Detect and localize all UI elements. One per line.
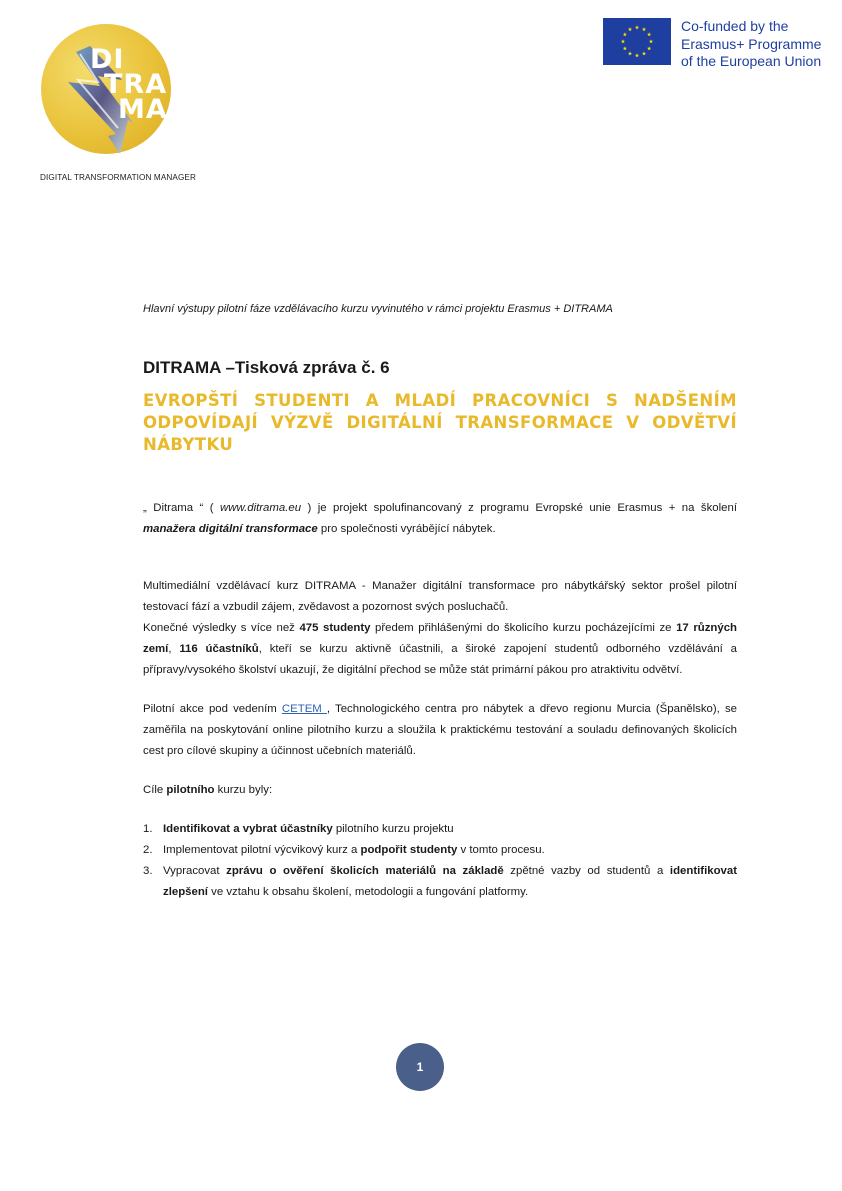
goals-intro-paragraph — [143, 780, 737, 801]
list-item-number: 3. — [143, 865, 153, 877]
eu-cofunded-emblem — [603, 18, 835, 70]
list-item-bold: zprávu o ověření školicích materiálů na základě — [226, 865, 504, 877]
list-item-bold: podpořit studenty — [360, 844, 458, 856]
intro-text-e: pro společnosti vyrábějící nábytek. — [317, 523, 496, 535]
logo-text-di: DI — [90, 44, 125, 75]
press-release-headline: EVROPŠTÍ STUDENTI A MLADÍ PRACOVNÍCI S NADŠENÍM ODPOVÍDAJÍ VÝZVĚ DIGITÁLNÍ TRANSFORMACE V ODVĚTVÍ NÁBYTKU — [143, 391, 737, 454]
logo-text-tra: TRA — [104, 69, 168, 100]
results-paragraph — [143, 618, 737, 681]
document-body — [143, 302, 737, 903]
intro-paragraph — [143, 498, 737, 540]
goals-text-a: Cíle — [143, 784, 167, 796]
list-item-text: v tomto procesu. — [457, 844, 545, 856]
countries-count-text: 17 různých zemí — [143, 622, 738, 655]
eu-text-line1: Co-funded by the — [681, 18, 789, 34]
goals-list — [143, 819, 737, 903]
pilot-text-b: , Technologického centra pro nábytek a dřevo regionu Murcia (Španělsko), se zaměřila na poskytování online pilotního kurzu a sloužila k praktickému testování a souladu definovaných školicích cest pro cílové skupiny a účinnost učebních materiálů. — [143, 703, 737, 757]
participants-count-text: 116 účastníků — [179, 643, 259, 655]
list-item-number: 1. — [143, 823, 153, 835]
logo-caption: DIGITAL TRANSFORMATION MANAGER — [40, 173, 196, 182]
cetem-link[interactable]: CETEM — [281, 703, 327, 715]
students-count-text: 475 studenty — [299, 622, 371, 634]
intro-text-c: ) je projekt spolufinancovaný z programu Evropské unie Erasmus + na školení — [301, 502, 737, 514]
list-item-number: 2. — [143, 844, 153, 856]
pilot-text-a: Pilotní akce pod vedením — [143, 703, 282, 715]
results-text-g: , kteří se kurzu aktivně účastnili, a široké zapojení studentů odborného vzdělávání a přípravy/vysokého školství ukazují, že digitální přechod se může stát primární pákou pro atraktivitu odvětví. — [143, 643, 737, 676]
eu-cofunded-text — [681, 18, 821, 71]
results-text-e: , — [168, 643, 180, 655]
eu-text-line3: of the European Union — [681, 53, 822, 69]
manager-title-text: manažera digitální transformace — [143, 523, 318, 535]
results-text-a: Konečné výsledky s více než — [143, 622, 300, 634]
list-item — [143, 861, 737, 903]
goals-text-c: kurzu byly: — [214, 784, 273, 796]
list-item-text: pilotního kurzu projektu — [332, 823, 454, 835]
results-text-c: předem přihlášenými do školicího kurzu pocházejícími ze — [370, 622, 677, 634]
document-subtitle: Hlavní výstupy pilotní fáze vzdělávacího kurzu vyvinutého v rámci projektu Erasmus + DITRAMA — [143, 303, 613, 315]
press-release-title: DITRAMA –Tisková zpráva č. 6 — [143, 358, 390, 377]
list-item-text: Vypracovat — [163, 865, 227, 877]
list-item — [143, 840, 737, 861]
pilot-paragraph — [143, 699, 737, 762]
course-paragraph: Multimediální vzdělávací kurz DITRAMA - Manažer digitální transformace pro nábytkářský sektor prošel pilotní testovací fází a vzbudil zájem, zvědavost a pozornost svých posluchačů. — [143, 580, 737, 613]
list-item-text: ve vztahu k obsahu školení, metodologii a fungování platformy. — [207, 886, 529, 898]
ditrama-logo — [38, 24, 238, 189]
intro-text-a: „ Ditrama “ ( — [143, 502, 221, 514]
list-item-text: zpětné vazby od studentů a — [503, 865, 670, 877]
website-text: www.ditrama.eu — [220, 502, 302, 514]
eu-flag-icon — [603, 18, 671, 65]
page-number-badge: 1 — [396, 1043, 444, 1091]
eu-text-line2: Erasmus+ Programme — [681, 35, 822, 52]
logo-text-ma: MA — [118, 94, 168, 125]
list-item — [143, 819, 737, 840]
list-item-bold: Identifikovat a vybrat účastníky — [163, 823, 333, 835]
goals-text-b: pilotního — [166, 784, 215, 796]
list-item-text: Implementovat pilotní výcvikový kurz a — [163, 844, 361, 856]
list-item-bold: identifikovat zlepšení — [163, 865, 737, 898]
